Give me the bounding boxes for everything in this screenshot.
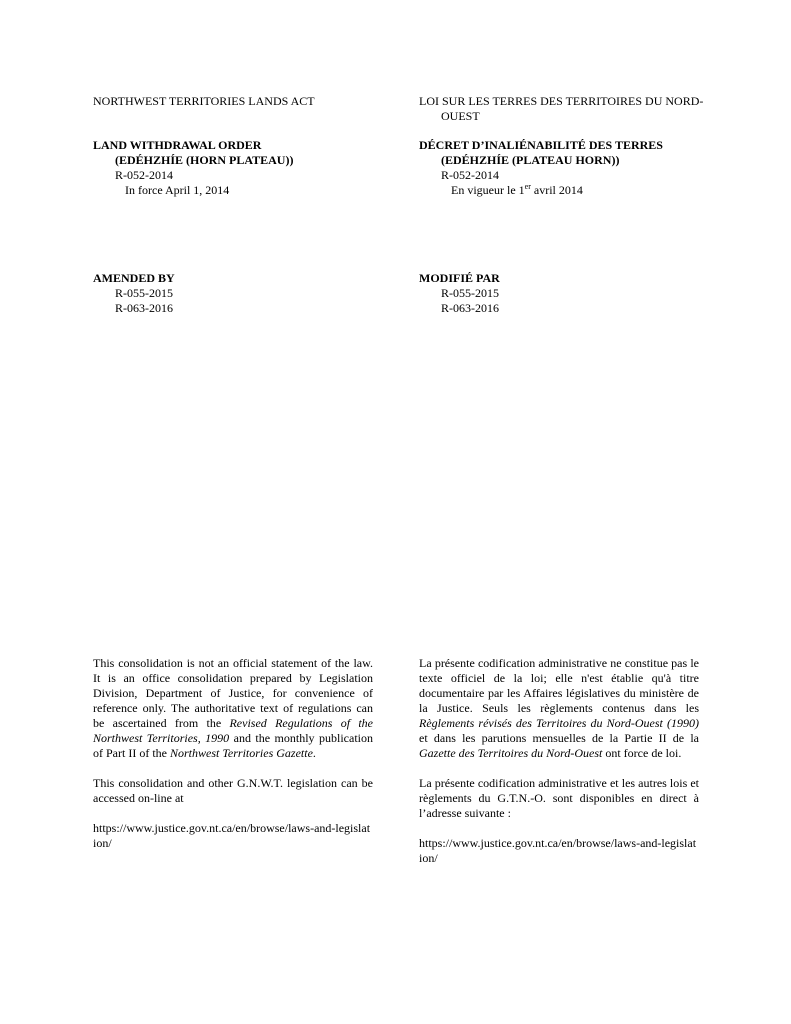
disclaimer-paragraph <box>419 656 699 761</box>
regulation-title-line2: (EDÉHZHÍE (HORN PLATEAU)) <box>115 153 294 167</box>
disclaimer-block <box>419 656 699 866</box>
regulation-title-block <box>93 138 375 198</box>
disclaimer-paragraph <box>93 656 373 761</box>
act-title: LOI SUR LES TERRES DES TERRITOIRES DU NORD-OUEST <box>419 94 704 123</box>
disclaimer-text: ont force de loi. <box>602 746 682 760</box>
gazette-citation: Gazette des Territoires du Nord-Ouest <box>419 746 603 760</box>
in-force-date: En vigueur le 1er avril 2014 <box>451 182 583 197</box>
regulation-number: R-052-2014 <box>441 168 499 182</box>
amendments-block <box>419 271 701 316</box>
disclaimer-text: La présente codification administrative ne constitue pas le texte officiel de la loi; elle n'est établie qu'à titre documentaire par les Affaires législatives du ministère de la Justice. Seuls les règlements contenus dans les <box>419 656 699 715</box>
amendments-block <box>93 271 375 316</box>
regulation-title-line1: LAND WITHDRAWAL ORDER <box>93 138 262 152</box>
online-access-paragraph: This consolidation and other G.N.W.T. legislation can be accessed on-line at <box>93 776 373 805</box>
act-title: NORTHWEST TERRITORIES LANDS ACT <box>93 94 315 108</box>
revised-regulations-citation: Revised Regulations of the Northwest Territories, 1990 <box>93 716 373 745</box>
regulation-title-line1: DÉCRET D’INALIÉNABILITÉ DES TERRES <box>419 138 663 152</box>
amendment-item: R-063-2016 <box>441 301 499 315</box>
legislation-url-link[interactable]: https://www.justice.gov.nt.ca/en/browse/laws-and-legislation/ <box>93 821 371 850</box>
amended-heading: AMENDED BY <box>93 271 175 285</box>
gazette-citation: Northwest Territories Gazette <box>169 746 313 760</box>
regulation-title-line2: (EDÉHZHÍE (PLATEAU HORN)) <box>441 153 620 167</box>
revised-regulations-citation: Règlements révisés des Territoires du Nord-Ouest (1990) <box>419 716 699 730</box>
amended-heading: MODIFIÉ PAR <box>419 271 500 285</box>
in-force-date: In force April 1, 2014 <box>125 183 230 197</box>
regulation-title-block <box>419 138 701 198</box>
amendment-item: R-055-2015 <box>441 286 499 300</box>
disclaimer-block <box>93 656 373 851</box>
amendment-item: R-063-2016 <box>115 301 173 315</box>
disclaimer-text: and the monthly publication of Part II of the <box>93 731 373 760</box>
online-access-paragraph: La présente codification administrative et les autres lois et règlements du G.T.N.-O. sont disponibles en direct à l’adresse suivante : <box>419 776 699 820</box>
regulation-number: R-052-2014 <box>115 168 173 182</box>
disclaimer-text: . <box>312 746 316 760</box>
disclaimer-text: This consolidation is not an official statement of the law. It is an office consolidation prepared by Legislation Division, Department of Justice, for convenience of reference only. The authoritative text of regulations can be ascertained from the <box>93 656 373 730</box>
legislation-url-link[interactable]: https://www.justice.gov.nt.ca/en/browse/laws-and-legislation/ <box>419 836 697 865</box>
disclaimer-text: et dans les parutions mensuelles de la Partie II de la <box>419 731 699 745</box>
amendment-item: R-055-2015 <box>115 286 173 300</box>
